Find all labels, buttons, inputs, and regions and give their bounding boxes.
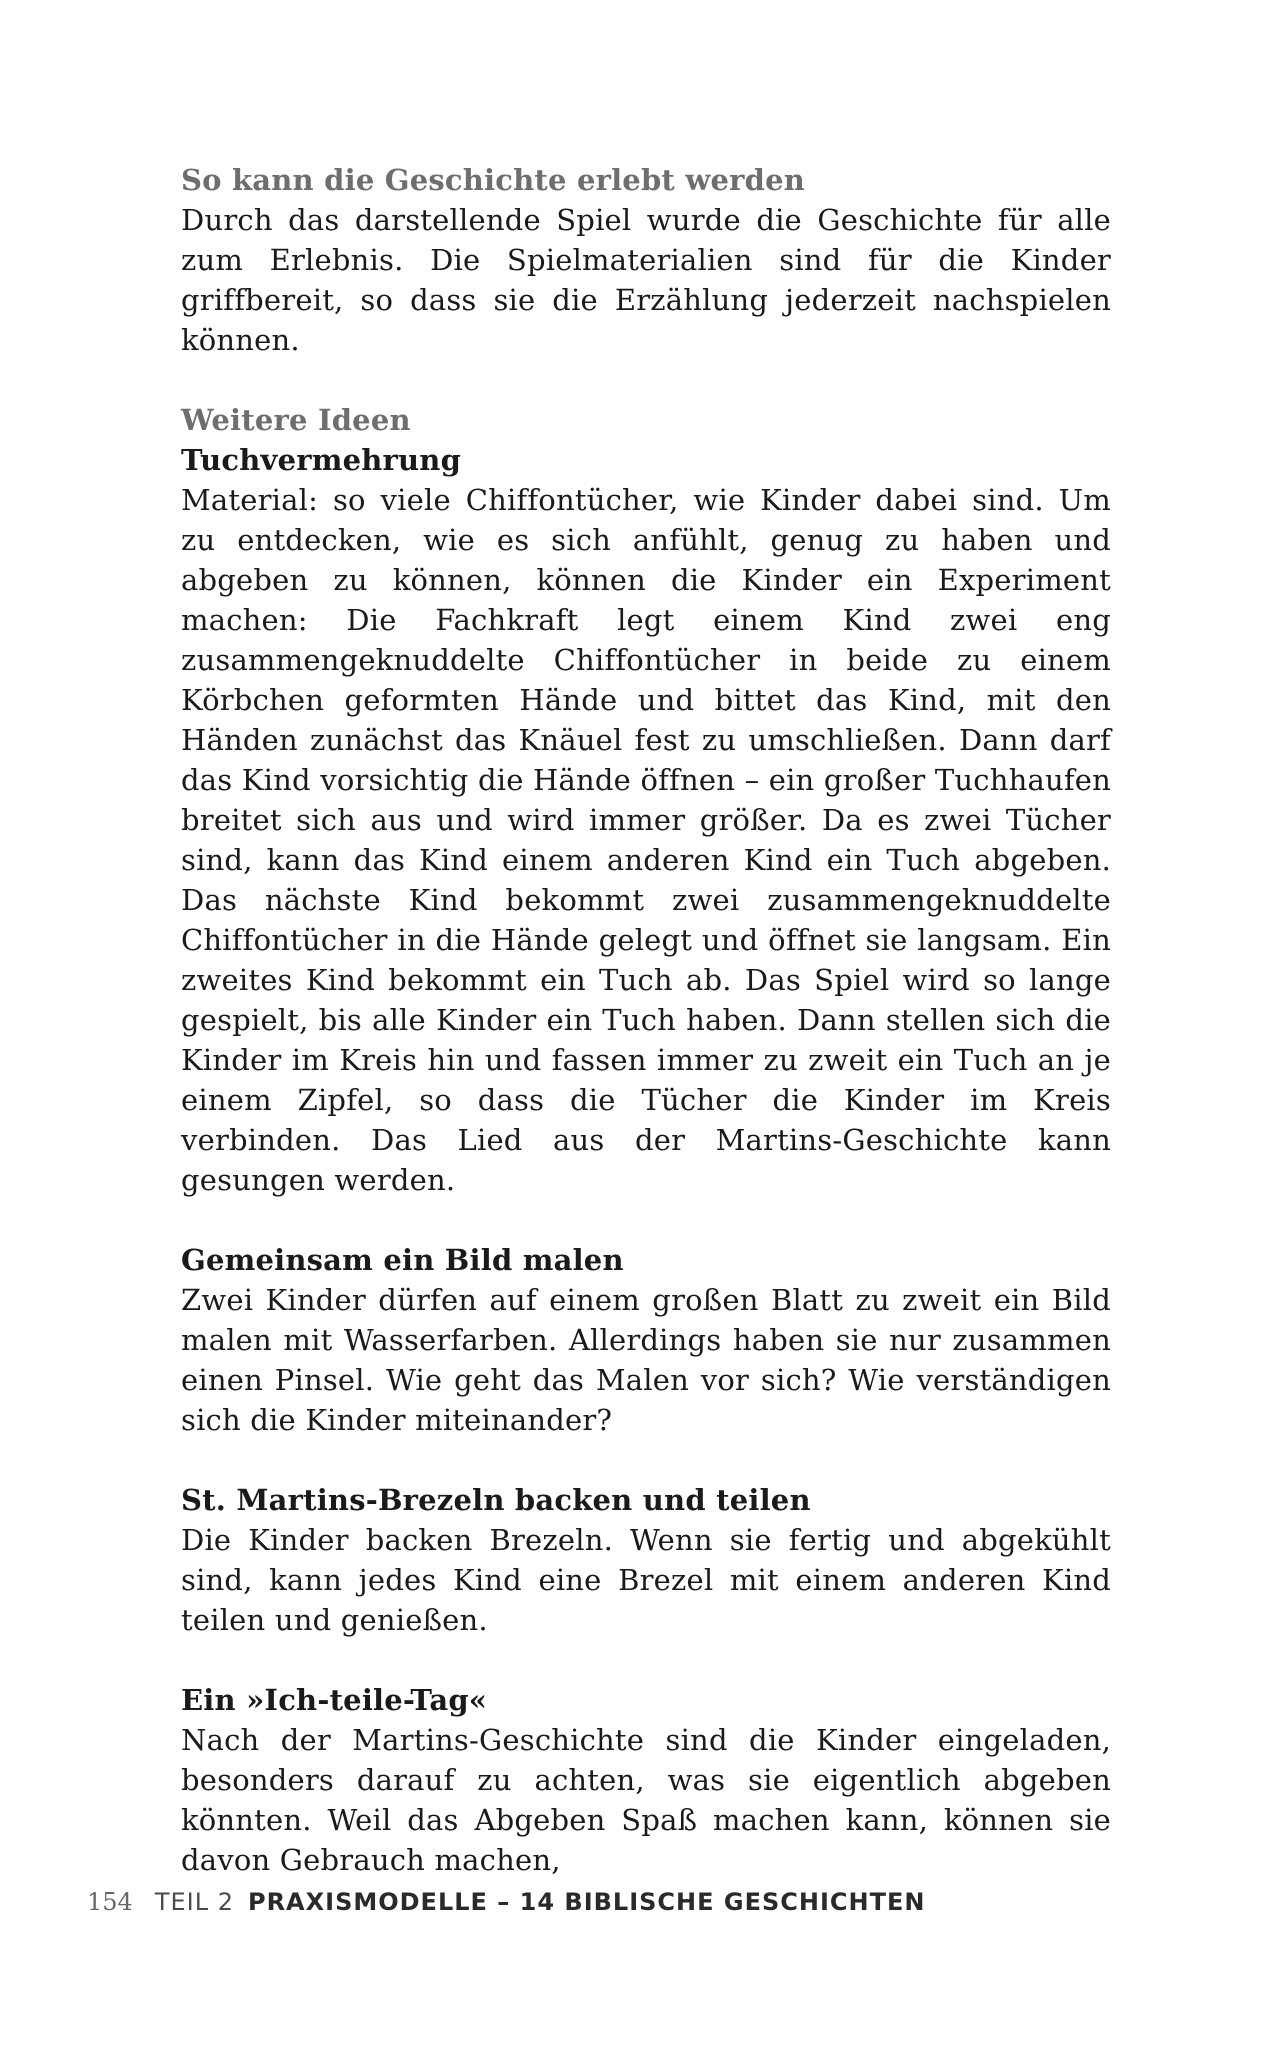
subheading-brezeln: St. Martins-Brezeln backen und teilen <box>181 1483 811 1517</box>
page-content <box>181 160 1111 1880</box>
section-ideen <box>181 400 1111 1880</box>
footer-part: TEIL 2 <box>154 1888 234 1916</box>
page-footer <box>87 1887 925 1917</box>
subheading-bild-malen: Gemeinsam ein Bild malen <box>181 1243 624 1277</box>
page-number: 154 <box>87 1888 133 1916</box>
paragraph-tuchvermehrung: Material: so viele Chiffontücher, wie Kinder dabei sind. Um zu entdecken, wie es sich anfühlt, genug zu haben und abgeben zu können, können die Kinder ein Experiment machen: Die Fachkraft legt einem Kind zwei eng zusammengeknuddelte Chiffontücher in beide zu einem Körbchen geformten Hände und bittet das Kind, mit den Händen zunächst das Knäuel fest zu umschließen. Dann darf das Kind vorsichtig die Hände öffnen – ein großer Tuchhaufen breitet sich aus und wird immer größer. Da es zwei Tücher sind, kann das Kind einem anderen Kind ein Tuch abgeben. Das nächste Kind bekommt zwei zusammengeknuddelte Chiffontücher in die Hände gelegt und öffnet sie langsam. Ein zweites Kind bekommt ein Tuch ab. Das Spiel wird so lange gespielt, bis alle Kinder ein Tuch haben. Dann stellen sich die Kinder im Kreis hin und fassen immer zu zweit ein Tuch an je einem Zipfel, so dass die Tücher die Kinder im Kreis verbinden. Das Lied aus der Martins-Geschichte kann gesungen werden. <box>181 483 1111 1197</box>
paragraph-brezeln: Die Kinder backen Brezeln. Wenn sie fertig und abgekühlt sind, kann jedes Kind eine Brezel mit einem anderen Kind teilen und genießen. <box>181 1523 1111 1637</box>
subheading-ich-teile-tag: Ein »Ich-teile-Tag« <box>181 1683 488 1717</box>
paragraph-bild-malen: Zwei Kinder dürfen auf einem großen Blatt zu zweit ein Bild malen mit Wasserfarben. Allerdings haben sie nur zusammen einen Pinsel. Wie geht das Malen vor sich? Wie verständigen sich die Kinder miteinander? <box>181 1283 1111 1437</box>
footer-chapter: PRAXISMODELLE – 14 BIBLISCHE GESCHICHTEN <box>247 1888 926 1916</box>
section-heading-erleben: So kann die Geschichte erlebt werden <box>181 163 806 197</box>
section-heading-ideen: Weitere Ideen <box>181 403 411 437</box>
subheading-tuchvermehrung: Tuchvermehrung <box>181 443 462 477</box>
section-erleben <box>181 160 1111 360</box>
paragraph-ich-teile-tag: Nach der Martins-Geschichte sind die Kinder eingeladen, besonders darauf zu achten, was sie eigentlich abgeben könnten. Weil das Abgeben Spaß machen kann, können sie davon Gebrauch machen, <box>181 1723 1111 1877</box>
paragraph-erleben: Durch das darstellende Spiel wurde die Geschichte für alle zum Erlebnis. Die Spielmaterialien sind für die Kinder griffbereit, so dass sie die Erzählung jederzeit nachspielen können. <box>181 203 1111 357</box>
